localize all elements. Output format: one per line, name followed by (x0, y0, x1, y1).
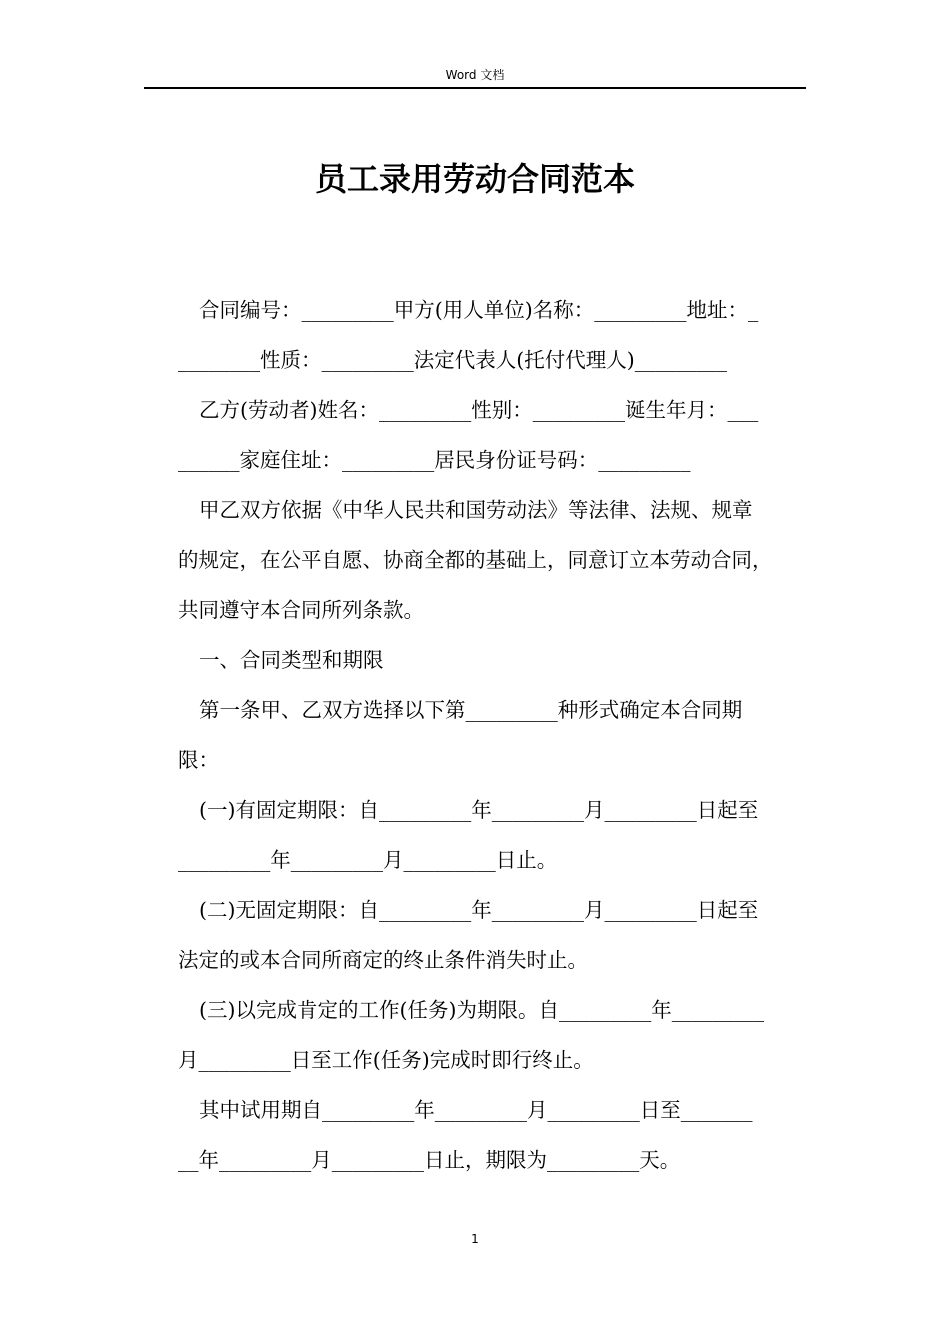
party-b-name-line: 乙方(劳动者)姓名：_________性别：_________诞生年月：___ (199, 398, 759, 422)
section-heading-contract-type: 一、合同类型和期限 (199, 648, 384, 672)
document-body (178, 285, 808, 1185)
preamble-line-2: 的规定，在公平自愿、协商全都的基础上，同意订立本劳动合同， (178, 548, 773, 572)
article-one-line-2: 限： (178, 748, 219, 772)
page-header: Word 文档 (445, 68, 505, 82)
open-term-line-1: (二)无固定期限：自_________年_________月_________日起至 (199, 898, 759, 922)
party-b-address-line: ______家庭住址：_________居民身份证号码：_________ (178, 448, 691, 472)
page-number: 1 (471, 1232, 479, 1246)
probation-line-2: __年_________月_________日止，期限为_________天。 (178, 1148, 681, 1172)
fixed-term-line-1: (一)有固定期限：自_________年_________月_________日起至 (199, 798, 759, 822)
task-term-line-2: 月_________日至工作(任务)完成时即行终止。 (178, 1048, 594, 1072)
preamble-line-3: 共同遵守本合同所列条款。 (178, 598, 424, 622)
party-a-details-line: ________性质：_________法定代表人(托付代理人)_________ (178, 348, 727, 372)
probation-line-1: 其中试用期自_________年_________月_________日至_______ (199, 1098, 753, 1122)
header-divider (144, 87, 806, 89)
article-one-line-1: 第一条甲、乙双方选择以下第_________种形式确定本合同期 (199, 698, 743, 722)
task-term-line-1: (三)以完成肯定的工作(任务)为期限。自_________年_________ (199, 998, 764, 1022)
open-term-line-2: 法定的或本合同所商定的终止条件消失时止。 (178, 948, 588, 972)
preamble-line-1: 甲乙双方依据《中华人民共和国劳动法》等法律、法规、规章 (199, 498, 753, 522)
contract-number-line: 合同编号：_________甲方(用人单位)名称：_________地址：_ (199, 298, 759, 322)
document-title: 员工录用劳动合同范本 (314, 160, 635, 198)
fixed-term-line-2: _________年_________月_________日止。 (178, 848, 558, 872)
